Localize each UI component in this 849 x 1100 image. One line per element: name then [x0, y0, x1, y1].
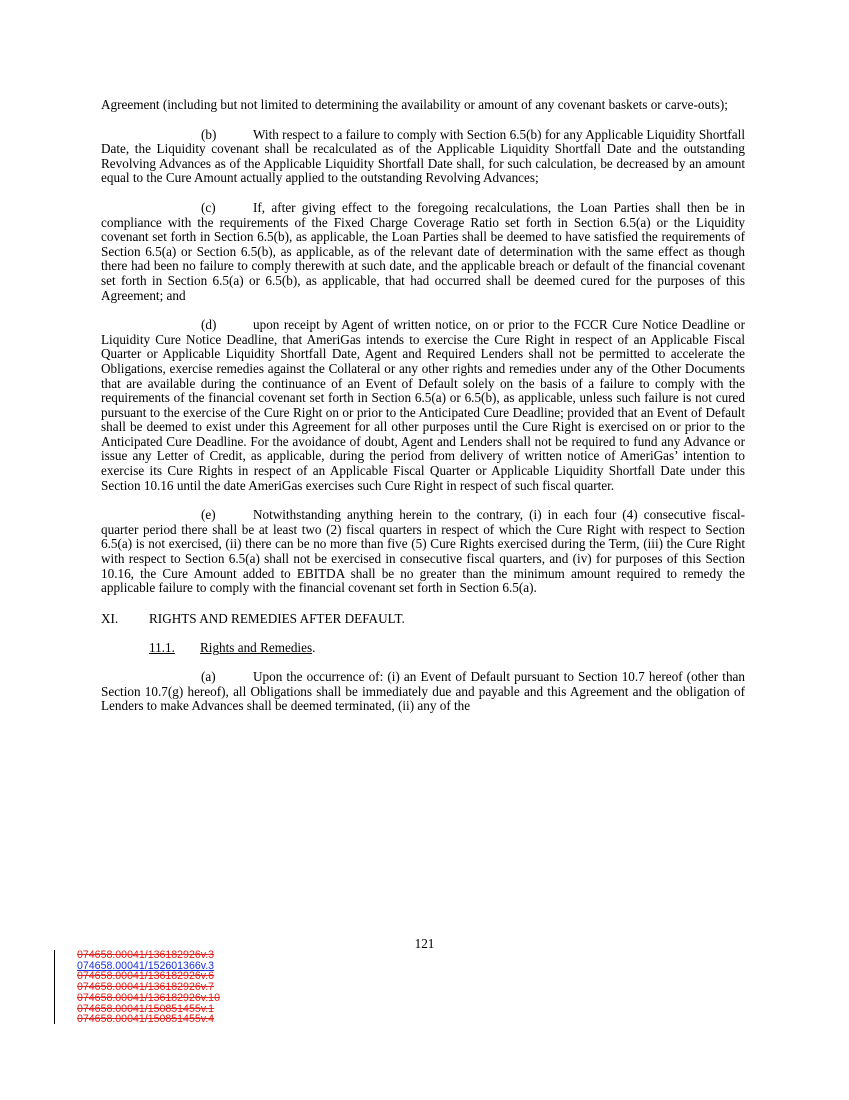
paragraph-a-label: (a) — [201, 669, 216, 684]
paragraph-d — [101, 318, 745, 493]
paragraph-a — [101, 670, 745, 714]
paragraph-continuation: Agreement (including but not limited to determining the availability or amount of any covenant baskets or carve-outs); — [101, 97, 728, 112]
section-title: Rights and Remedies — [200, 640, 313, 656]
paragraph-b-label: (b) — [201, 126, 217, 142]
paragraph-a-text: Upon the occurrence of: (i) an Event of Default pursuant to Section 10.7 hereof (other than Section 10.7(g) hereof), all Obligations shall be immediately due and payable and this Agreement and the obligation of Lenders to make Advances shall be deemed terminated, (ii) any of the — [101, 669, 745, 714]
article-title: RIGHTS AND REMEDIES AFTER DEFAULT. — [149, 610, 405, 626]
paragraph-b-text: With respect to a failure to comply with Section 6.5(b) for any Applicable Liquidity Shortfall Date, the Liquidity covenant shall be recalculated as of the Applicable Liquidity Shortfall Date and the outstanding Revolving Advances as of the Applicable Liquidity Shortfall Date shall, for such calculation, be decreased by an amount equal to the Cure Amount actually applied to the outstanding Revolving Advances; — [101, 126, 745, 186]
footer-id-inserted: 074658.00041/152601366v.3 — [77, 959, 215, 972]
paragraph-e-text: Notwithstanding anything herein to the contrary, (i) in each four (4) consecutive fiscal-quarter period there shall be at least two (2) fiscal quarters in respect of which the Cure Right with respect to Section 6.5(a) is not exercised, (ii) there can be no more than five (5) Cure Rights exercised during the Term, (iii) the Cure Right with respect to Section 6.5(a) shall not be exercised in consecutive fiscal quarters, and (iv) for purposes of this Section 10.16, the Cure Amount added to EBITDA shall be no greater than the minimum amount required to remedy the applicable failure to comply with the financial covenant set forth in Section 6.5(a). — [101, 507, 745, 596]
article-number: XI. — [101, 610, 119, 626]
section-title-period: . — [312, 640, 316, 656]
document-body — [101, 98, 745, 714]
footer-id-deleted: 074658.00041/150851455v.1 — [77, 1002, 215, 1015]
page-number: 121 — [414, 936, 435, 951]
paragraph-c-label: (c) — [201, 199, 216, 215]
footer-id-deleted: 074658.00041/150851455v.4 — [77, 1013, 215, 1026]
footer-id-deleted: 074658.00041/136182926v.3 — [77, 949, 215, 961]
document-id-footer — [54, 950, 220, 1024]
section-heading — [101, 641, 745, 656]
paragraph-d-label: (d) — [201, 317, 217, 333]
section-number: 11.1. — [149, 640, 175, 656]
paragraph-d-text: upon receipt by Agent of written notice, on or prior to the FCCR Cure Notice Deadline or Liquidity Cure Notice Deadline, that AmeriGas intends to exercise the Cure Right in respect of an Applicable Fiscal Quarter or Applicable Liquidity Shortfall Date, Agent and Required Lenders shall not be permitted to accelerate the Obligations, exercise remedies against the Collateral or any other rights and remedies under any of the Other Documents that are available during the continuance of an Event of Default solely on the basis of a failure to comply with the requirements of the financial covenant set forth in Section 6.5(a) or 6.5(b), as applicable, unless such failure is not cured pursuant to the exercise of the Cure Right on or prior to the Anticipated Cure Deadline; provided that an Event of Default shall be deemed to exist under this Agreement for all other purposes until the Cure Right is exercised on or prior to the Anticipated Cure Deadline. For the avoidance of doubt, Agent and Lenders shall not be required to fund any Advance or issue any Letter of Credit, as applicable, during the period from delivery of written notice of AmeriGas’ intention to exercise its Cure Rights in respect of an Applicable Fiscal Quarter or Applicable Liquidity Shortfall Date under this Section 10.16 until the date AmeriGas exercises such Cure Right in respect of such fiscal quarter. — [101, 317, 745, 493]
footer-id-deleted: 074658.00041/136182926v.7 — [77, 981, 215, 994]
paragraph-b — [101, 128, 745, 186]
paragraph-c — [101, 201, 745, 303]
paragraph-e — [101, 508, 745, 596]
footer-id-deleted: 074658.00041/136182926v.6 — [77, 970, 215, 983]
article-heading — [101, 612, 745, 627]
paragraph-e-label: (e) — [201, 507, 216, 523]
footer-id-deleted: 074658.00041/136182926v.10 — [77, 991, 220, 1004]
paragraph-c-text: If, after giving effect to the foregoing recalculations, the Loan Parties shall then be in compliance with the requirements of the Fixed Charge Coverage Ratio set forth in Section 6.5(a) or the Liquidity covenant set forth in Section 6.5(b), as applicable, the Loan Parties shall be deemed to have satisfied the requirements of Section 6.5(a) or Section 6.5(b), as applicable, as of the relevant date of determination with the same effect as though there had been no failure to comply therewith at such date, and the applicable breach or default of the financial covenant set forth in Section 6.5(a) or 6.5(b), as applicable, that had occurred shall be deemed cured for the purposes of this Agreement; and — [101, 199, 745, 303]
